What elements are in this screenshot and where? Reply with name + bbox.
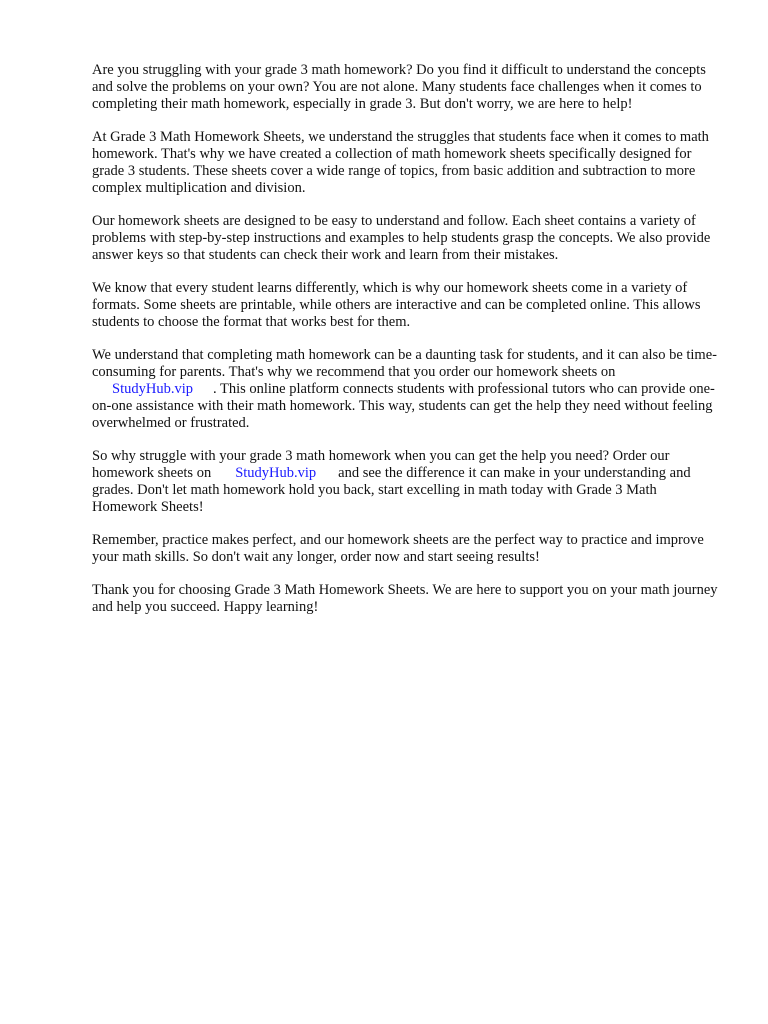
studyhub-link[interactable]: StudyHub.vip xyxy=(112,381,193,397)
paragraph-thanks: Thank you for choosing Grade 3 Math Homework Sheets. We are here to support you on your math journey and help you succeed. Happy learning! xyxy=(92,582,718,615)
paragraph-practice: Remember, practice makes perfect, and our homework sheets are the perfect way to practice and improve your math skills. So don't wait any longer, order now and start seeing results! xyxy=(92,532,704,565)
paragraph-intro: Are you struggling with your grade 3 math homework? Do you find it difficult to understand the concepts and solve the problems on your own? You are not alone. Many students face challenges when it comes to completing their math homework, especially in grade 3. But don't worry, we are here to help! xyxy=(92,62,706,112)
paragraph-recommend-text-before: We understand that completing math homework can be a daunting task for students, and it can also be time-consuming for parents. That's why we recommend that you order our homework sheets on xyxy=(92,347,717,380)
paragraph-recommend-text-after: . This online platform connects students with professional tutors who can provide one-on-one assistance with their math homework. This way, students can get the help they need without feeling overwhelmed or frustrated. xyxy=(92,381,715,431)
paragraph-order-text-before: So why struggle with your grade 3 math homework when you can get the help you need? Order our homework sheets on xyxy=(92,448,670,481)
paragraph-formats: We know that every student learns differently, which is why our homework sheets come in a variety of formats. Some sheets are printable, while others are interactive and can be completed online. This allows students to choose the format that works best for them. xyxy=(92,280,701,330)
paragraph-about: At Grade 3 Math Homework Sheets, we understand the struggles that students face when it comes to math homework. That's why we have created a collection of math homework sheets specifically designed for grade 3 students. These sheets cover a wide range of topics, from basic addition and subtraction to more complex multiplication and division. xyxy=(92,129,709,196)
paragraph-order-text-after: and see the difference it can make in your understanding and grades. Don't let math homework hold you back, start excelling in math today with Grade 3 Math Homework Sheets! xyxy=(92,465,691,515)
studyhub-link-2[interactable]: StudyHub.vip xyxy=(235,465,317,481)
paragraph-order xyxy=(92,448,722,516)
paragraph-design: Our homework sheets are designed to be easy to understand and follow. Each sheet contains a variety of problems with step-by-step instructions and examples to help students grasp the concepts. We also provide answer keys so that students can check their work and learn from their mistakes. xyxy=(92,213,711,263)
paragraph-recommend xyxy=(92,347,722,432)
document-body xyxy=(92,62,722,632)
